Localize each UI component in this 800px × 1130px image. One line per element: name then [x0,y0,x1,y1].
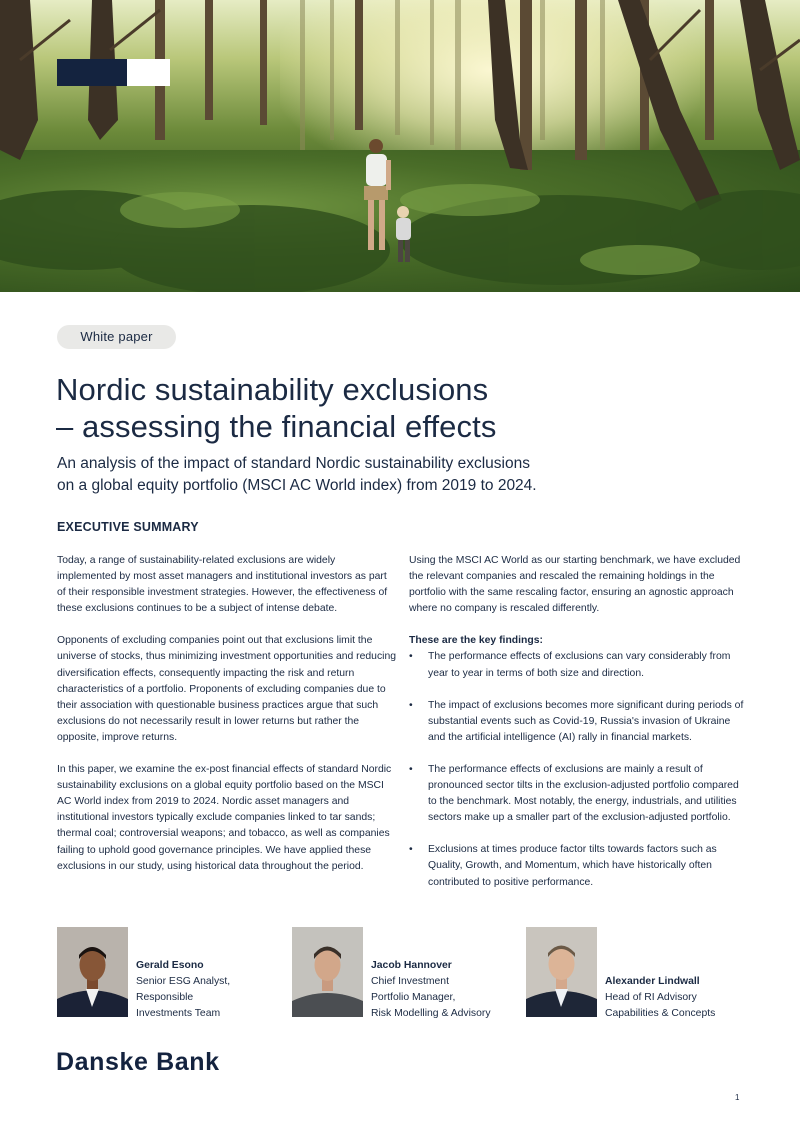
author-photo [57,927,128,1017]
finding-text: The performance effects of exclusions can vary considerably from year to year in terms of both size and direction. [428,651,731,679]
summary-paragraph-3: In this paper, we examine the ex-post financial effects of standard Nordic sustainability exclusions on a global equity portfolio based on the MSCI AC World index from 2019 to 2024. Nordic asset managers and institutional investors typically exclude companies linked to tar sands; thermal coal; controversial weapons; and tobacco, as well as companies failing to uphold good governance principles. We have applied these exclusions in our study, using historical data throughout the period. [57,764,392,872]
author-title-line: Investments Team [136,1008,221,1020]
brand-tab-white [127,59,170,86]
summary-left-column [57,553,397,891]
danske-bank-logo: Danske Bank [56,1048,220,1076]
page-title [56,371,756,445]
author-photo [292,927,363,1017]
summary-paragraph-1: Today, a range of sustainability-related exclusions are widely implemented by most asset managers and institutional investors as part of their responsible investment strategies. However, the effectiveness of these exclusions continues to be a subject of intense debate. [57,555,388,615]
key-findings-list [409,649,749,890]
bullet-icon: • [409,763,413,775]
finding-text: The performance effects of exclusions are mainly a result of pronounced sector tilts in the exclusion-adjusted portfolio compared to the benchmark. Most notably, the energy, industrials, and utilities sectors make up a smaller part of the exclusion-adjusted portfolio. [428,763,739,824]
forest-illustration [0,0,800,292]
title-line-1: Nordic sustainability exclusions [56,372,489,407]
key-findings-heading: These are the key findings: [409,635,543,647]
summary-right-column [409,553,749,907]
author-card-gerald-esono [57,927,230,1022]
author-name: Jacob Hannover [371,960,452,971]
page-subtitle [57,453,597,497]
author-title-line: Head of RI Advisory [605,992,697,1004]
author-info [371,927,491,1022]
author-info [605,927,715,1022]
author-title-line: Chief Investment [371,976,449,988]
subtitle-line-2: on a global equity portfolio (MSCI AC World index) from 2019 to 2024. [57,477,537,494]
author-card-alexander-lindwall [526,927,715,1022]
title-line-2: – assessing the financial effects [56,409,497,444]
document-type-badge: White paper [57,325,176,349]
bullet-icon: • [409,699,413,711]
bullet-icon: • [409,844,413,856]
subtitle-line-1: An analysis of the impact of standard Nordic sustainability exclusions [57,455,530,472]
hero-photo [0,0,800,292]
list-item [409,698,749,746]
bullet-icon: • [409,651,413,663]
author-photo [526,927,597,1017]
finding-text: Exclusions at times produce factor tilts towards factors such as Quality, Growth, and Momentum, which have historically often contributed to positive performance. [428,844,717,888]
list-item [409,649,749,681]
author-title-line: Responsible [136,992,194,1004]
author-title-line: Risk Modelling & Advisory [371,1008,491,1020]
executive-summary-heading: EXECUTIVE SUMMARY [57,520,199,534]
summary-paragraph-2: Opponents of excluding companies point out that exclusions limit the universe of stocks, thus minimizing investment opportunities and reducing diversification effects, consequently impacting the risk and return characteristics of a portfolio. Proponents of excluding companies due to their association with questionable business practices argue that such exclusions do not necessarily result in lower returns but rather the opposite, improve returns. [57,635,397,743]
summary-paragraph-4: Using the MSCI AC World as our starting benchmark, we have excluded the relevant companies and rescaled the remaining holdings in the portfolio with the same rescaling factor, ensuring an agnostic approach where no company is rescaled differently. [409,555,741,615]
author-name: Gerald Esono [136,960,204,971]
author-name: Alexander Lindwall [605,976,700,987]
list-item [409,842,749,890]
author-card-jacob-hannover [292,927,491,1022]
author-title-line: Senior ESG Analyst, [136,976,231,988]
author-title-line: Capabilities & Concepts [605,1008,716,1020]
brand-tab-navy [57,59,127,86]
finding-text: The impact of exclusions becomes more significant during periods of substantial events such as Covid-19, Russia's invasion of Ukraine and the artificial intelligence (AI) rally in financial markets. [428,699,744,743]
author-title-line: Portfolio Manager, [371,992,456,1004]
author-info [136,927,230,1022]
page-number: 1 [735,1093,740,1102]
brand-color-tab [57,59,170,86]
list-item [409,762,749,826]
